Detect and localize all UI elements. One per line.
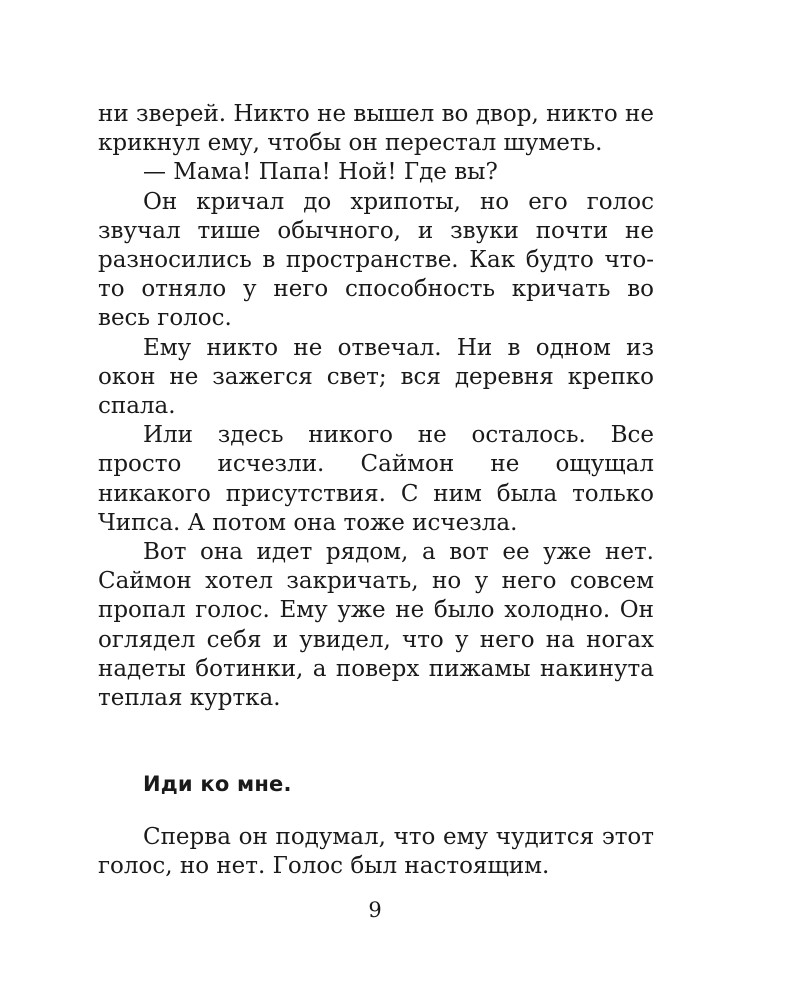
page-number: 9 <box>368 898 382 922</box>
paragraph-2: — Мама! Папа! Ной! Где вы? <box>143 159 498 186</box>
main-text <box>98 100 654 713</box>
paragraph-4: Ему никто не отвечал. Ни в одном из окон не зажегся свет; вся деревня крепко спала. <box>98 334 654 420</box>
paragraph-1: ни зверей. Никто не вышел во двор, никто не крикнул ему, чтобы он перестал шуметь. <box>98 101 654 157</box>
paragraph-3: Он кричал до хрипоты, но его голос звучал тише обычного, и звуки почти не разносились в пространстве. Как будто что-то отняло у него способность кричать во весь голос. <box>98 188 654 332</box>
paragraph-6: Вот она идет рядом, а вот ее уже нет. Саймон хотел закричать, но у него совсем пропал голос. Ему уже не было холодно. Он оглядел себя и увидел, что у него на ногах надеты ботинки, а поверх пижамы накинута теплая куртка. <box>98 539 654 712</box>
paragraph-7: Сперва он подумал, что ему чудится этот голос, но нет. Голос был настоящим. <box>98 824 654 880</box>
paragraph-5: Или здесь никого не осталось. Все просто исчезли. Саймон не ощущал никакого присутствия. С ним была только Чипса. А потом она тоже исчезла. <box>98 422 654 536</box>
voice-line: Иди ко мне. <box>143 772 292 796</box>
tail-text <box>98 823 654 881</box>
